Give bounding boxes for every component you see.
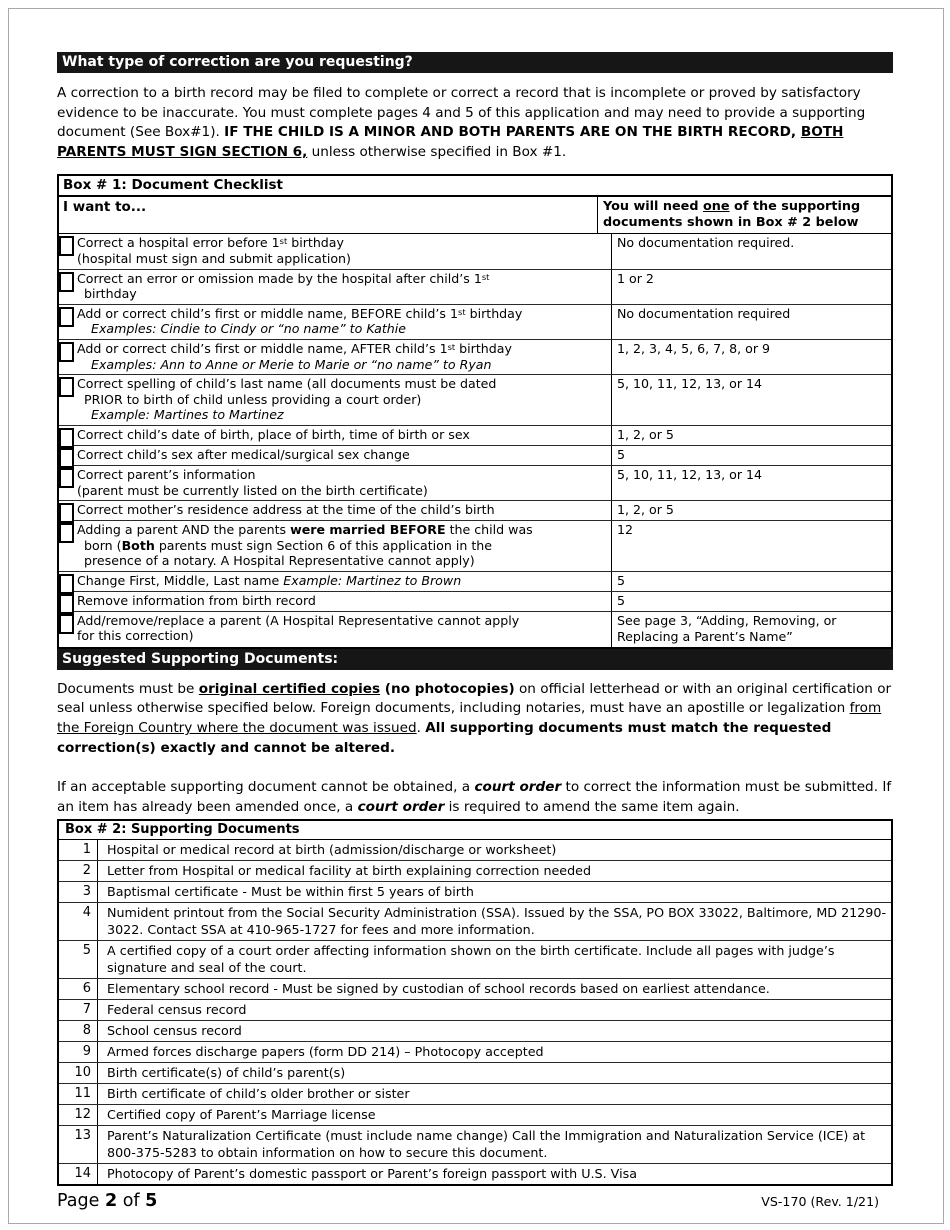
text-segment: Examples: Ann to Anne or Merie to Marie or “no name” to Ryan: [91, 356, 492, 372]
text-segment: Correct a hospital error before 1: [77, 235, 280, 251]
text-segment: for this correction): [77, 628, 194, 644]
text-segment: from the Foreign Country where the document was issued: [57, 700, 882, 737]
text-segment: to correct the information must be submitted. If an item has already been amended once, a: [57, 779, 892, 815]
required-documents-cell: 1 or 2: [611, 270, 891, 304]
required-documents-cell: 5: [611, 572, 891, 591]
description-line: [77, 251, 607, 267]
document-description: Armed forces discharge papers (form DD 214) – Photocopy accepted: [107, 1044, 544, 1060]
checklist-row-description: [59, 592, 611, 611]
checklist-row-description: [59, 501, 611, 520]
description-line: [77, 613, 607, 629]
box2-title: Box # 2: Supporting Documents: [59, 821, 891, 840]
description-line: [77, 357, 607, 373]
text-segment: the child was: [445, 522, 533, 538]
supporting-document-row: [59, 1084, 891, 1105]
document-number: 2: [59, 861, 98, 881]
document-description: Hospital or medical record at birth (admission/discharge or worksheet): [107, 842, 557, 858]
description-line: [77, 407, 607, 423]
documents-requirements-paragraph: [57, 680, 893, 758]
form-page: [57, 52, 893, 1211]
document-description: Elementary school record - Must be signed by custodian of school records based on earliest attendance.: [107, 981, 770, 997]
checklist-row-description: [59, 426, 611, 445]
text-segment: PRIOR to birth of child unless providing a court order): [84, 391, 422, 407]
description-line: [77, 286, 607, 302]
checklist-row: [59, 501, 891, 521]
text-segment: birthday: [84, 286, 137, 302]
text-segment: Example: Martinez to Brown: [283, 572, 462, 588]
checklist-row-description: [59, 234, 611, 268]
checklist-row: [59, 375, 891, 426]
text-segment: Change First, Middle, Last name: [77, 572, 284, 588]
text-segment: (hospital must sign and submit application): [77, 250, 351, 266]
document-description: Birth certificate of child’s older brother or sister: [107, 1086, 410, 1102]
text-segment: is required to amend the same item again.: [444, 798, 740, 815]
supporting-document-row: [59, 903, 891, 941]
text-segment: of the supporting documents shown in Box # 2 below: [603, 199, 861, 231]
row-checkbox[interactable]: [59, 448, 74, 468]
text-segment: 5: [145, 1191, 158, 1212]
checklist-row: [59, 446, 891, 466]
row-checkbox[interactable]: [59, 503, 74, 523]
description-line: [77, 538, 607, 554]
checklist-row: [59, 340, 891, 375]
text-segment: A correction to a birth record may be filed to complete or correct a record that is incomplete or proved by satisfactory evidence to be inaccurate. You must complete pages 4 and 5 of this application and may need to provide a supporting document (See Box#1).: [57, 85, 866, 141]
text-segment: BOTH PARENTS MUST SIGN SECTION 6,: [57, 124, 844, 160]
box1-column-headers: [59, 197, 891, 234]
required-documents-cell: No documentation required: [611, 305, 891, 339]
checklist-row: [59, 572, 891, 592]
description-line: [77, 502, 607, 518]
checklist-row: [59, 521, 891, 572]
document-number: 14: [59, 1164, 98, 1184]
page-number: [57, 1191, 157, 1211]
text-segment: Adding a parent AND the parents: [77, 522, 291, 538]
required-documents-cell: 1, 2, 3, 4, 5, 6, 7, 8, or 9: [611, 340, 891, 374]
text-segment: st: [279, 236, 288, 247]
document-description: Certified copy of Parent’s Marriage license: [107, 1107, 376, 1123]
box1-title: Box # 1: Document Checklist: [59, 176, 891, 197]
text-segment: .: [416, 720, 426, 737]
document-number: 8: [59, 1021, 98, 1041]
supporting-document-row: [59, 840, 891, 861]
box2-supporting-documents: [57, 819, 893, 1186]
document-number: 3: [59, 882, 98, 902]
row-checkbox[interactable]: [59, 272, 74, 292]
document-number: 13: [59, 1126, 98, 1163]
checklist-row: [59, 270, 891, 305]
description-line: [77, 321, 607, 337]
row-checkbox[interactable]: [59, 307, 74, 327]
checklist-row: [59, 234, 891, 269]
text-segment: Add or correct child’s first or middle name, AFTER child’s 1: [77, 340, 448, 356]
text-segment: Remove information from birth record: [77, 592, 316, 608]
description-line: [77, 467, 607, 483]
supporting-document-row: [59, 1021, 891, 1042]
supporting-document-row: [59, 1042, 891, 1063]
required-documents-cell: 5: [611, 592, 891, 611]
checklist-row: [59, 612, 891, 647]
description-line: [77, 376, 607, 392]
text-segment: born (: [84, 537, 122, 553]
supporting-document-row: [59, 941, 891, 979]
document-number: 5: [59, 941, 98, 978]
required-documents-cell: 1, 2, or 5: [611, 426, 891, 445]
document-number: 10: [59, 1063, 98, 1083]
checklist-row: [59, 592, 891, 612]
document-number: 11: [59, 1084, 98, 1104]
section-header-supporting-documents: [57, 649, 893, 670]
description-line: [77, 392, 607, 408]
document-description: School census record: [107, 1023, 242, 1039]
row-checkbox[interactable]: [59, 377, 74, 397]
row-checkbox[interactable]: [59, 614, 74, 634]
required-documents-cell: 5: [611, 446, 891, 465]
text-segment: Correct child’s sex after medical/surgical sex change: [77, 446, 410, 462]
text-segment: Examples: Cindie to Cindy or “no name” to Kathie: [91, 321, 407, 337]
text-segment: (parent must be currently listed on the birth certificate): [77, 482, 428, 498]
checklist-row-description: [59, 375, 611, 425]
text-segment: Correct mother’s residence address at the time of the child’s birth: [77, 502, 495, 518]
document-description: Photocopy of Parent’s domestic passport or Parent’s foreign passport with U.S. Visa: [107, 1166, 637, 1182]
text-segment: court order: [474, 779, 562, 796]
text-segment: one: [702, 199, 730, 215]
checklist-row-description: [59, 446, 611, 465]
intro-paragraph: [57, 84, 893, 162]
supporting-document-row: [59, 861, 891, 882]
text-segment: birthday: [287, 235, 344, 251]
document-description: Letter from Hospital or medical facility at birth explaining correction needed: [107, 863, 592, 879]
description-line: [77, 427, 607, 443]
description-line: [77, 593, 607, 609]
text-segment: st: [447, 341, 456, 352]
row-checkbox[interactable]: [59, 523, 74, 543]
checklist-row-description: [59, 612, 611, 647]
supporting-document-row: [59, 1000, 891, 1021]
checklist-row: [59, 305, 891, 340]
checklist-row: [59, 466, 891, 501]
checklist-row-description: [59, 572, 611, 591]
description-line: [77, 235, 607, 251]
text-segment: Add or correct child’s first or middle name, BEFORE child’s 1: [77, 305, 459, 321]
checklist-row-description: [59, 466, 611, 500]
text-segment: on official letterhead or with an original certification or seal unless otherwise specified below. Foreign documents, including notaries, must have an apostille or legalization: [57, 680, 892, 717]
row-checkbox[interactable]: [59, 468, 74, 488]
court-order-paragraph: [57, 778, 893, 817]
row-checkbox[interactable]: [59, 574, 74, 594]
description-line: [77, 483, 607, 499]
text-segment: presence of a notary. A Hospital Representative cannot apply): [84, 553, 475, 569]
document-number: 7: [59, 1000, 98, 1020]
document-number: 1: [59, 840, 98, 860]
text-segment: IF THE CHILD IS A MINOR AND BOTH PARENTS ARE ON THE BIRTH RECORD,: [224, 124, 801, 141]
supporting-document-row: [59, 882, 891, 903]
text-segment: If an acceptable supporting document cannot be obtained, a: [57, 779, 475, 796]
text-segment: were married BEFORE: [290, 522, 446, 538]
text-segment: Correct spelling of child’s last name (all documents must be dated: [77, 376, 497, 392]
text-segment: birthday: [465, 305, 523, 321]
description-line: [77, 341, 607, 357]
text-segment: Correct child’s date of birth, place of birth, time of birth or sex: [77, 426, 470, 442]
text-segment: st: [481, 271, 490, 282]
text-segment: (no photocopies): [380, 680, 515, 697]
document-number: 12: [59, 1105, 98, 1125]
description-line: [77, 628, 607, 644]
row-checkbox[interactable]: [59, 428, 74, 448]
document-number: 9: [59, 1042, 98, 1062]
box1-col1-header: I want to...: [63, 199, 147, 216]
required-documents-cell: 1, 2, or 5: [611, 501, 891, 520]
form-number: VS-170 (Rev. 1/21): [761, 1194, 879, 1210]
required-documents-cell: 12: [611, 521, 891, 571]
description-line: [77, 447, 607, 463]
checklist-row: [59, 426, 891, 446]
supporting-document-row: [59, 1105, 891, 1126]
document-number: 4: [59, 903, 98, 940]
box1-document-checklist: [57, 174, 893, 649]
section-header-text: Suggested Supporting Documents:: [62, 650, 339, 667]
text-segment: 2: [104, 1191, 118, 1212]
text-segment: court order: [357, 798, 445, 815]
supporting-document-row: [59, 979, 891, 1000]
text-segment: st: [458, 306, 466, 317]
document-description: Baptismal certificate - Must be within first 5 years of birth: [107, 884, 474, 900]
supporting-document-row: [59, 1164, 891, 1184]
document-description: Numident printout from the Social Security Administration (SSA). Issued by the SSA, PO BOX 33022, Baltimore, MD 21290-3022. Contact SSA at 410-965-1727 for fees and more information.: [107, 905, 887, 938]
text-segment: Add/remove/replace a parent (A Hospital Representative cannot apply: [77, 612, 520, 628]
section-header-correction-type: [57, 52, 893, 73]
text-segment: You will need: [603, 199, 703, 215]
text-segment: Correct an error or omission made by the hospital after child’s 1: [77, 270, 482, 286]
description-line: [77, 306, 607, 322]
text-segment: Both: [121, 537, 155, 553]
text-segment: Correct parent’s information: [77, 466, 256, 482]
document-description: A certified copy of a court order affecting information shown on the birth certificate. Include all pages with judge’s signature and seal of the court.: [107, 943, 835, 976]
checklist-row-description: [59, 340, 611, 374]
text-segment: unless otherwise specified in Box #1.: [307, 143, 567, 160]
supporting-document-row: [59, 1063, 891, 1084]
document-description: Federal census record: [107, 1002, 247, 1018]
section-header-text: What type of correction are you requesting?: [62, 54, 413, 70]
text-segment: Documents must be: [57, 680, 199, 697]
text-segment: Page: [57, 1191, 105, 1212]
description-line: [77, 522, 607, 538]
document-number: 6: [59, 979, 98, 999]
box1-rows: [59, 234, 891, 647]
description-line: [77, 573, 607, 589]
checklist-row-description: [59, 270, 611, 304]
row-checkbox[interactable]: [59, 594, 74, 614]
text-segment: All supporting documents must match the requested correction(s) exactly and cannot be altered.: [57, 720, 832, 756]
document-description: Parent’s Naturalization Certificate (must include name change) Call the Immigration and Naturalization Service (ICE) at 800-375-5283 to obtain information on how to secure this document.: [107, 1128, 866, 1161]
supporting-document-row: [59, 1126, 891, 1164]
text-segment: original certified copies: [198, 680, 381, 697]
box2-rows: [59, 840, 891, 1184]
description-line: [77, 553, 607, 569]
text-segment: birthday: [455, 340, 512, 356]
checklist-row-description: [59, 521, 611, 571]
required-documents-cell: 5, 10, 11, 12, 13, or 14: [611, 466, 891, 500]
row-checkbox[interactable]: [59, 236, 74, 256]
required-documents-cell: See page 3, “Adding, Removing, or Replacing a Parent’s Name”: [611, 612, 891, 647]
text-segment: Example: Martines to Martinez: [91, 407, 284, 423]
required-documents-cell: No documentation required.: [611, 234, 891, 268]
row-checkbox[interactable]: [59, 342, 74, 362]
required-documents-cell: 5, 10, 11, 12, 13, or 14: [611, 375, 891, 425]
description-line: [77, 271, 607, 287]
text-segment: of: [117, 1191, 146, 1212]
checklist-row-description: [59, 305, 611, 339]
text-segment: parents must sign Section 6 of this application in the: [154, 537, 493, 553]
page-footer: [57, 1191, 893, 1211]
document-description: Birth certificate(s) of child’s parent(s): [107, 1065, 346, 1081]
box1-col2-header: [597, 197, 891, 233]
